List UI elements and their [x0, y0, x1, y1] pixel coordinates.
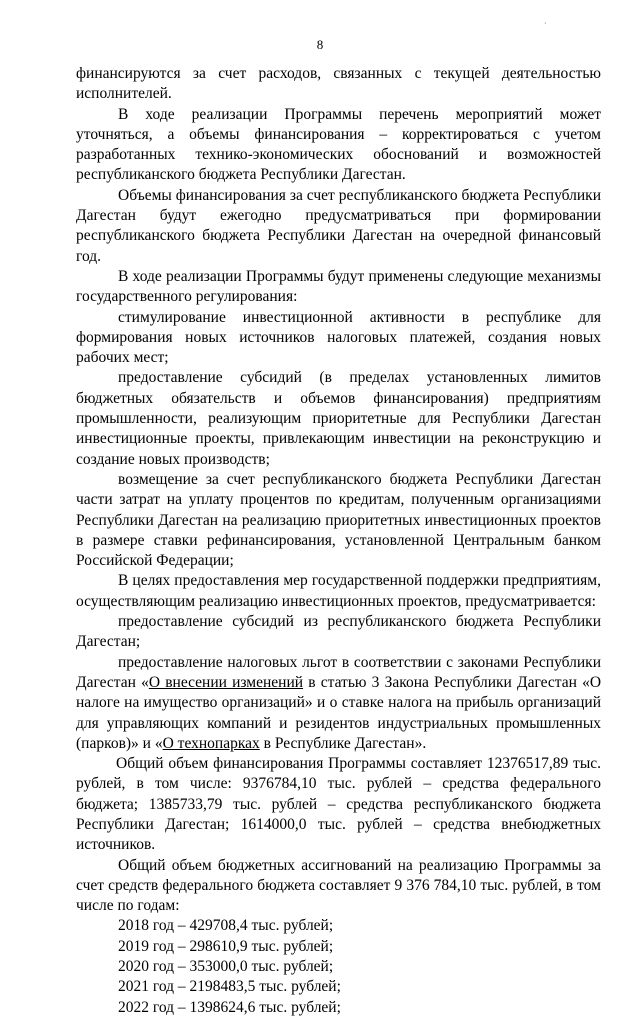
year-item: 2022 год – 1398624,6 тыс. рублей; — [118, 998, 341, 1016]
year-item: 2020 год – 353000,0 тыс. рублей; — [118, 958, 334, 976]
technoparks-law-link[interactable]: О технопарках — [162, 734, 260, 752]
list-item: предоставление субсидий (в пределах установленных лимитов бюджетных обязательств и объемов финансирования) предприятиям промышленности, реализующим приоритетные для Республики Дагестан инвестиционные проекты, привлекающим инвестиции на реконструкцию и создание новых производств; — [76, 369, 601, 468]
text-fragment: предоставление налоговых льгот в соответствии с законами Республики Дагестан « — [76, 653, 601, 691]
year-item: 2019 год – 298610,9 тыс. рублей; — [118, 937, 334, 955]
paragraph: В целях предоставления мер государственной поддержки предприятиям, осуществляющим реализацию инвестиционных проектов, предусматривается: — [76, 572, 601, 610]
law-amendment-link[interactable]: О внесении изменений — [148, 673, 304, 691]
text-fragment: в Республике Дагестан». — [259, 734, 427, 752]
text-fragment: в статью 3 Закона Республики Дагестан «О налоге на имущество организаций» и о ставке налога на прибыль организаций для управляющих компаний и резидентов индустриальных промышленных (парков)» и « — [76, 673, 602, 752]
tax-benefits-paragraph — [76, 653, 601, 754]
list-item: предоставление субсидий из республиканского бюджета Республики Дагестан; — [76, 613, 601, 651]
federal-funding-paragraph: Общий объем бюджетных ассигнований на реализацию Программы за счет средств федерального бюджета составляет 9 376 784,10 тыс. рублей, в том числе по годам: — [76, 856, 601, 915]
paragraph-continued: финансируются за счет расходов, связанных с текущей деятельностью исполнителей. — [76, 65, 601, 103]
total-funding-paragraph: Общий объем финансирования Программы составляет 12376517,89 тыс. рублей, в том числе: 9376784,10 тыс. рублей – средства федерального бюджета; 1385733,79 тыс. рублей – средства республиканского бюджета Республики Дагестан; 1614000,0 тыс. рублей – средства внебюджетных источников. — [76, 755, 601, 854]
paragraph: В ходе реализации Программы перечень мероприятий может уточняться, а объемы финансирования – корректироваться с учетом разработанных технико-экономических обоснований и возможностей республиканского бюджета Республики Дагестан. — [76, 105, 601, 184]
document-body — [76, 64, 601, 1018]
paragraph: В ходе реализации Программы будут применены следующие механизмы государственного регулирования: — [76, 267, 601, 306]
page-number: 8 — [316, 37, 324, 52]
list-item: возмещение за счет республиканского бюджета Республики Дагестан части затрат на уплату процентов по кредитам, полученным организациями Республики Дагестан на реализацию приоритетных инвестиционных проектов в размере ставки рефинансирования, установленной Центральным банком Российской Федерации; — [76, 470, 601, 570]
year-item: 2018 год – 429708,4 тыс. рублей; — [118, 917, 334, 935]
paragraph: Объемы финансирования за счет республиканского бюджета Республики Дагестан будут ежегодно предусматриваться при формировании республиканского бюджета Республики Дагестан на очередной финансовый год. — [76, 186, 601, 265]
corner-mark: · — [544, 19, 547, 28]
year-item: 2021 год – 2198483,5 тыс. рублей; — [118, 978, 341, 996]
list-item: стимулирование инвестиционной активности в республике для формирования новых источников налоговых платежей, создания новых рабочих мест; — [76, 308, 601, 367]
